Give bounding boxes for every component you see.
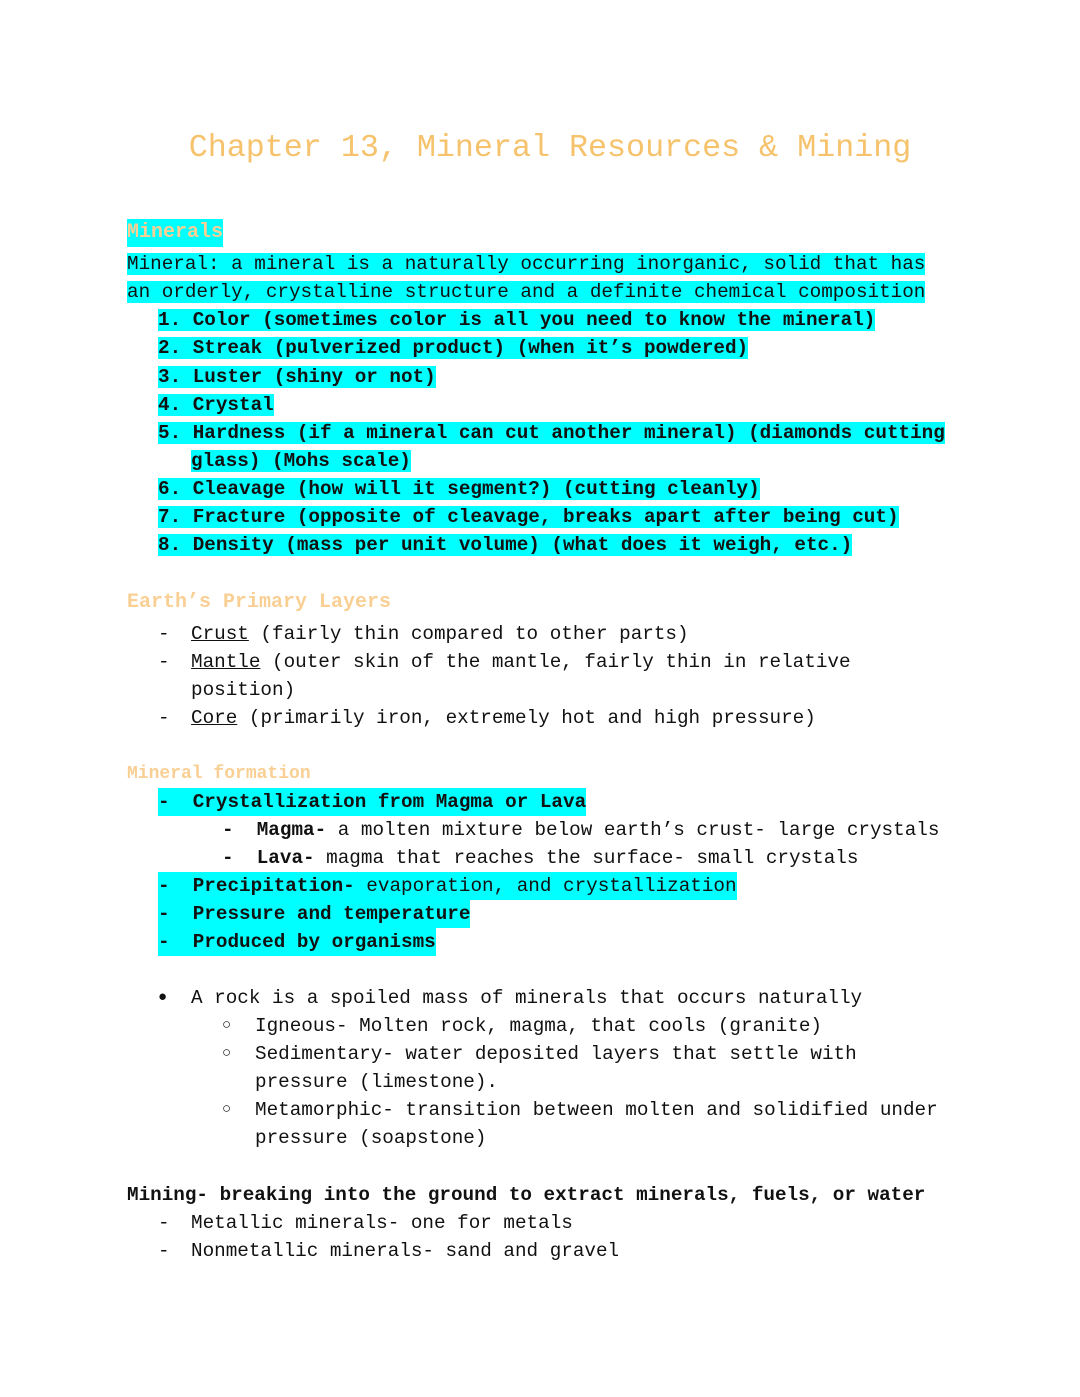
text-span: - xyxy=(158,875,170,897)
text-span xyxy=(158,334,748,362)
text-span: (fairly thin compared to other parts) xyxy=(248,623,689,645)
text-span xyxy=(158,503,899,531)
text-span: Core xyxy=(191,707,238,729)
text-span: Lava- xyxy=(256,847,315,869)
text-span xyxy=(158,475,760,503)
rock-type-cont: pressure (limestone). xyxy=(255,1071,498,1093)
definition-line: Mineral: a mineral is a naturally occurring inorganic, solid that has xyxy=(127,253,926,275)
text-span: - xyxy=(158,791,170,813)
property-item: 3. Luster (shiny or not) xyxy=(158,366,436,388)
text-span xyxy=(158,306,875,334)
layer-item xyxy=(191,620,689,648)
text-span: Crust xyxy=(191,623,249,645)
page-title: Chapter 13, Mineral Resources & Mining xyxy=(188,130,912,166)
dash-icon: - xyxy=(158,623,170,645)
property-item: 1. Color (sometimes color is all you need to know the mineral) xyxy=(158,309,876,331)
property-item: 2. Streak (pulverized product) (when it’s powdered) xyxy=(158,337,749,359)
dash-icon: - xyxy=(158,707,170,729)
circle-bullet-icon: ○ xyxy=(222,1045,232,1062)
formation-item xyxy=(158,900,470,928)
dash-icon: - xyxy=(158,1240,170,1262)
definition-line: an orderly, crystalline structure and a definite chemical composition xyxy=(127,281,926,303)
layer-item xyxy=(191,648,851,676)
section-heading-formation: Mineral formation xyxy=(127,764,311,784)
mining-item: Nonmetallic minerals- sand and gravel xyxy=(191,1240,620,1262)
circle-bullet-icon: ○ xyxy=(222,1101,232,1118)
text-span: - xyxy=(222,847,234,869)
text-span xyxy=(158,531,852,559)
formation-item xyxy=(158,928,436,956)
mining-heading: Mining- breaking into the ground to extract minerals, fuels, or water xyxy=(127,1184,926,1206)
formation-item xyxy=(158,872,737,900)
text-span: Produced by organisms xyxy=(192,931,436,953)
dash-icon: - xyxy=(158,651,170,673)
rock-type: Igneous- Molten rock, magma, that cools (granite) xyxy=(255,1015,822,1037)
text-span xyxy=(158,391,274,419)
rock-intro: A rock is a spoiled mass of minerals that occurs naturally xyxy=(191,987,863,1009)
text-span xyxy=(127,278,925,306)
formation-item xyxy=(158,788,586,816)
text-span: Precipitation- xyxy=(192,875,355,897)
text-span xyxy=(127,250,925,278)
text-span xyxy=(191,447,411,475)
dash-icon: - xyxy=(158,1212,170,1234)
text-span: - xyxy=(158,903,170,925)
rock-type: Sedimentary- water deposited layers that settle with xyxy=(255,1043,857,1065)
property-item: 8. Density (mass per unit volume) (what does it weigh, etc.) xyxy=(158,534,853,556)
property-item: 7. Fracture (opposite of cleavage, breaks apart after being cut) xyxy=(158,506,899,528)
text-span: evaporation, and crystallization xyxy=(354,875,737,897)
text-span: Mantle xyxy=(191,651,261,673)
mining-item: Metallic minerals- one for metals xyxy=(191,1212,573,1234)
property-item: 5. Hardness (if a mineral can cut another mineral) (diamonds cutting xyxy=(158,422,945,444)
text-span: - xyxy=(158,931,170,953)
text-span: - xyxy=(222,819,234,841)
section-heading-minerals: Minerals xyxy=(127,219,223,247)
formation-subitem xyxy=(222,816,939,844)
text-span: a molten mixture below earth’s crust- large crystals xyxy=(326,819,940,841)
text-span xyxy=(158,363,436,391)
text-span xyxy=(158,419,945,447)
section-heading-layers: Earth’s Primary Layers xyxy=(127,591,392,614)
rock-type-cont: pressure (soapstone) xyxy=(255,1127,487,1149)
formation-subitem xyxy=(222,844,858,872)
text-span: Magma- xyxy=(256,819,327,841)
bullet-icon: ● xyxy=(158,989,168,1006)
text-span: Crystallization from Magma or Lava xyxy=(192,791,587,813)
layer-item xyxy=(191,704,816,732)
text-span: magma that reaches the surface- small crystals xyxy=(314,847,859,869)
text-span: (outer skin of the mantle, fairly thin in relative xyxy=(260,651,851,673)
circle-bullet-icon: ○ xyxy=(222,1017,232,1034)
text-span: Pressure and temperature xyxy=(192,903,471,925)
layer-item-cont: position) xyxy=(191,679,296,701)
rock-type: Metamorphic- transition between molten and solidified under xyxy=(255,1099,938,1121)
property-item: 6. Cleavage (how will it segment?) (cutting cleanly) xyxy=(158,478,760,500)
property-item-cont: glass) (Mohs scale) xyxy=(191,450,411,472)
text-span: (primarily iron, extremely hot and high pressure) xyxy=(237,707,816,729)
property-item: 4. Crystal xyxy=(158,394,274,416)
